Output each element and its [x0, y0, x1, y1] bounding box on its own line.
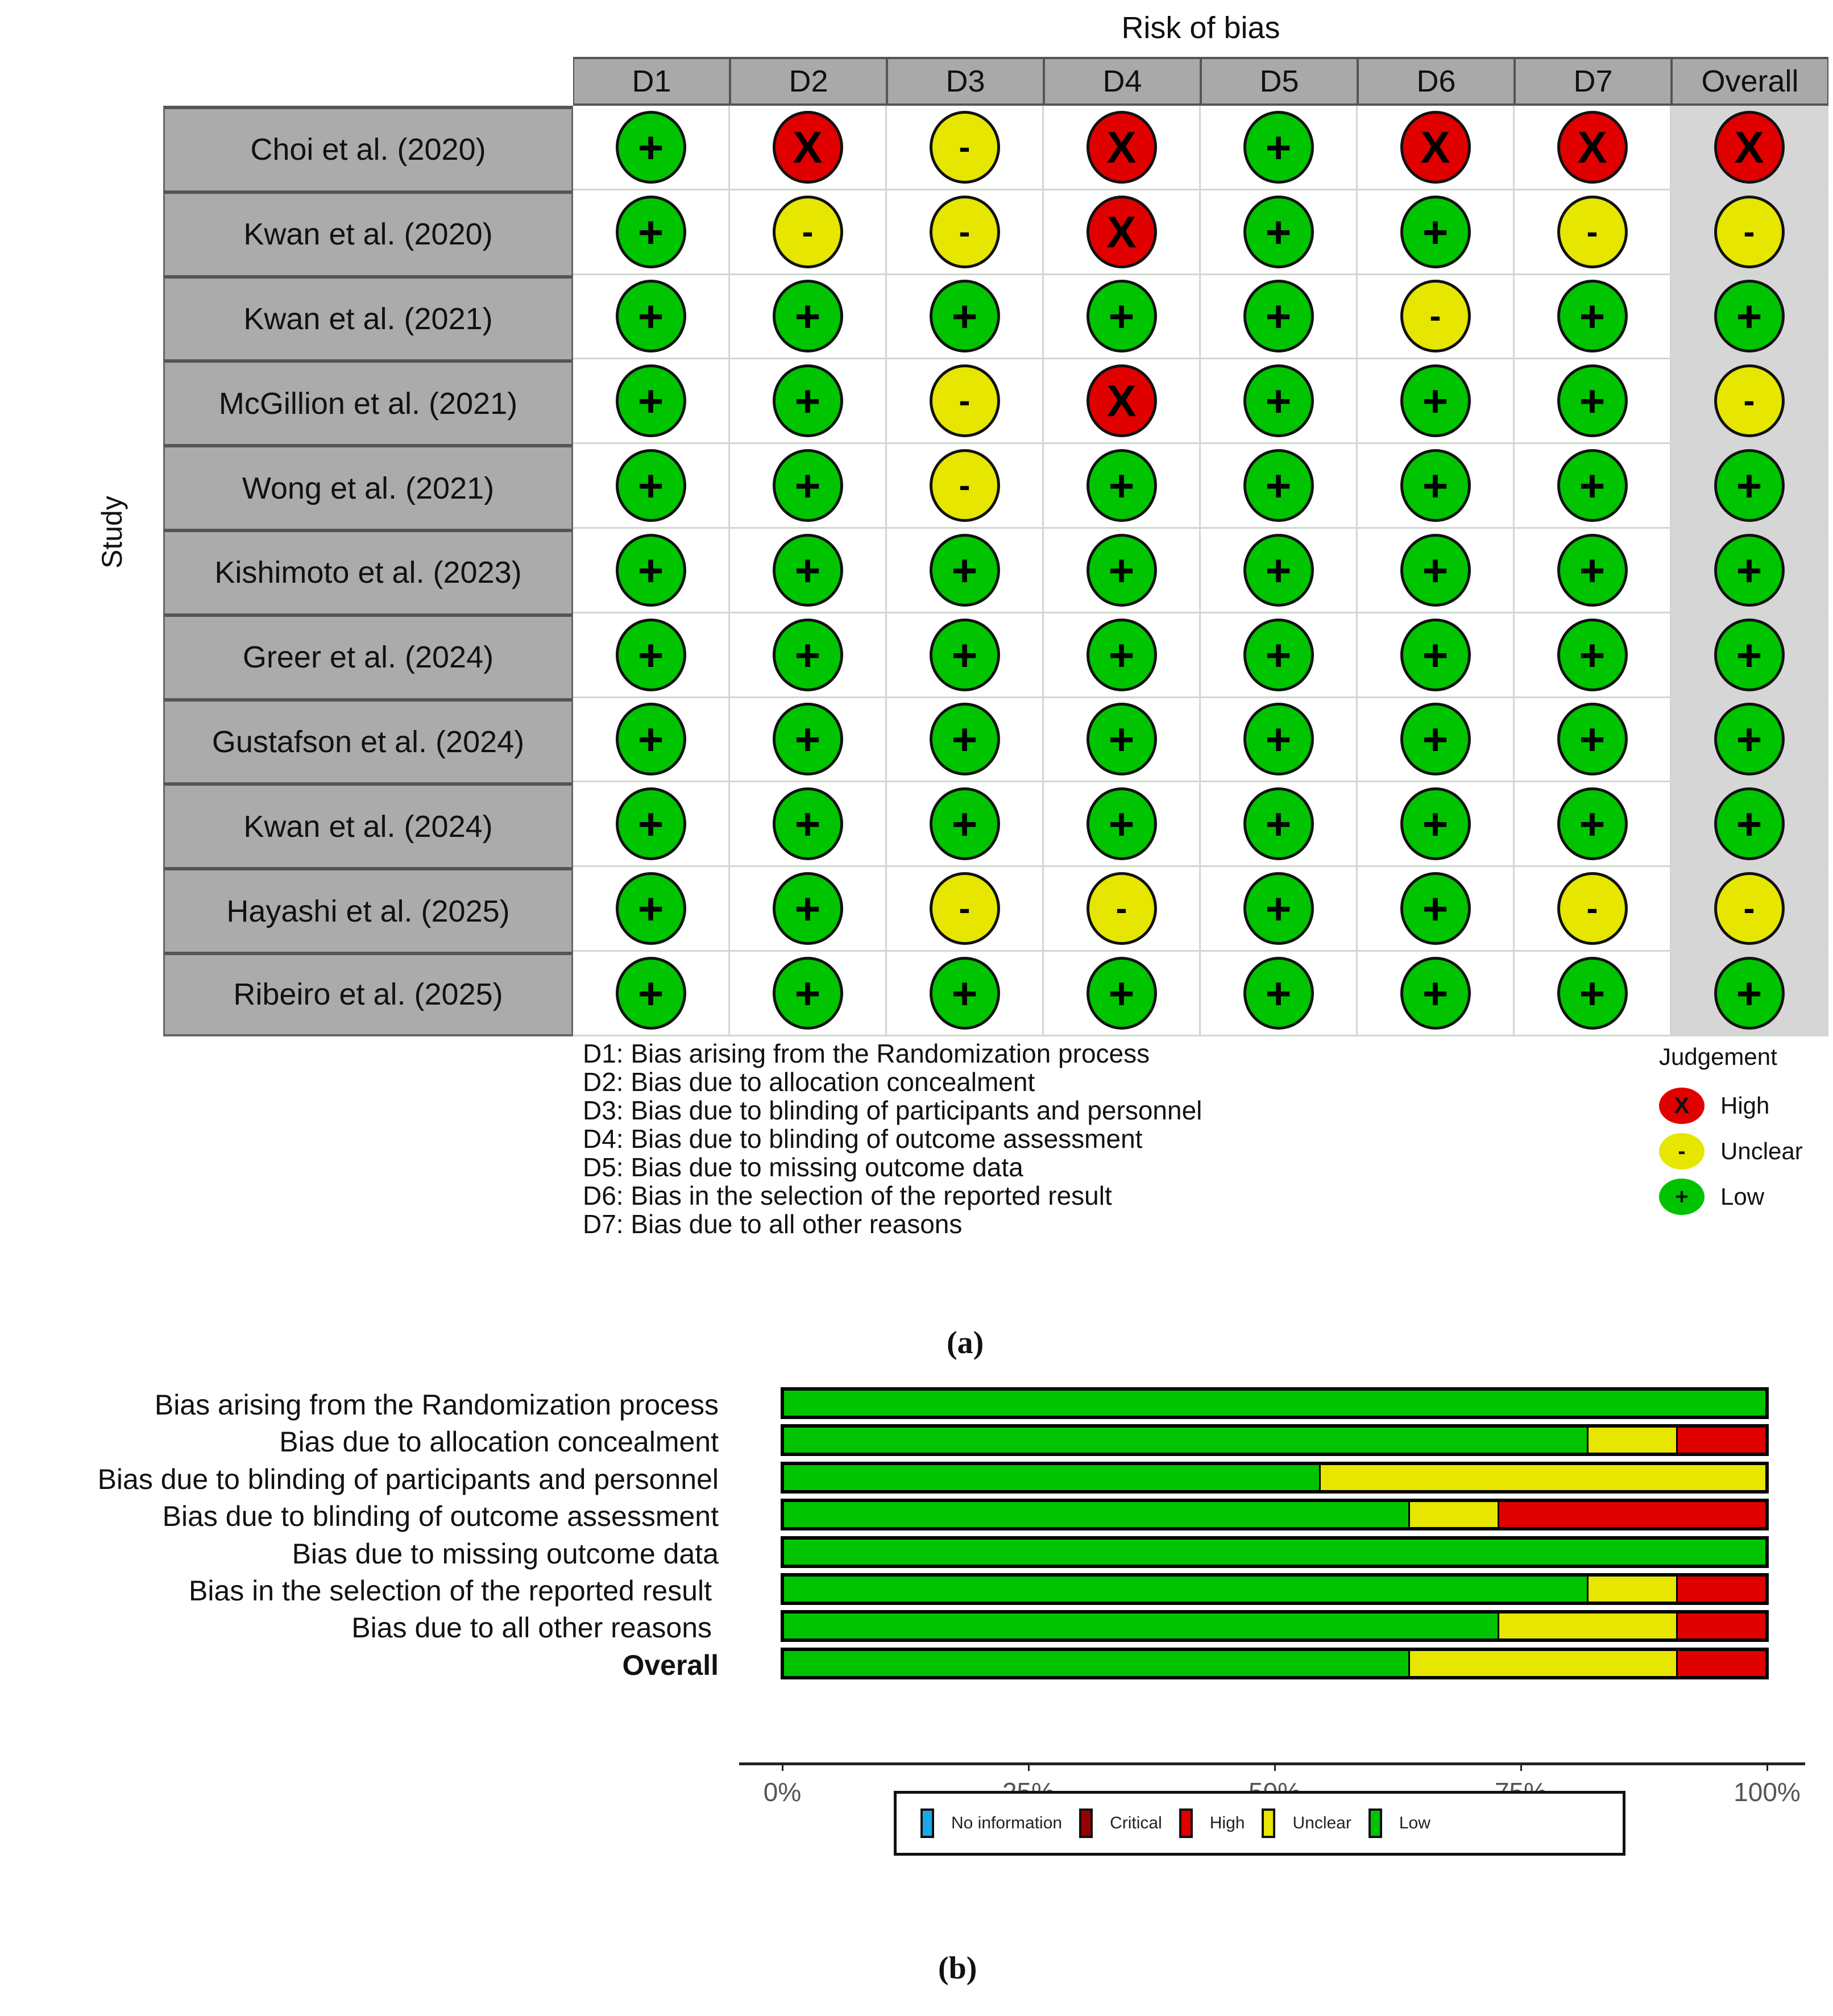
judgement-cell	[1044, 952, 1201, 1036]
judgement-legend-title: Judgement	[1659, 1043, 1777, 1070]
study-row	[573, 782, 1828, 867]
bar-segment-high	[1676, 1577, 1765, 1602]
judgement-cell	[730, 698, 887, 783]
judgement-cell	[573, 952, 730, 1036]
plus-icon: +	[616, 957, 686, 1030]
judgement-cell	[1672, 444, 1828, 529]
judgement-cell	[1201, 782, 1358, 867]
plus-icon: +	[1714, 787, 1785, 860]
study-row	[573, 275, 1828, 360]
judgement-cell	[573, 106, 730, 190]
plus-icon: +	[930, 957, 1000, 1030]
bar-segment-high	[1676, 1428, 1765, 1453]
x-tick-label: 0%	[763, 1777, 802, 1807]
judgement-cell	[1044, 359, 1201, 444]
plus-icon: +	[1714, 957, 1785, 1030]
judgement-cell	[1515, 190, 1672, 275]
plus-icon: +	[1400, 872, 1471, 945]
judgement-cell	[1201, 359, 1358, 444]
plus-icon: +	[1400, 534, 1471, 607]
judgement-cell	[1358, 106, 1515, 190]
minus-icon: -	[1714, 196, 1785, 268]
x-icon: X	[1086, 111, 1157, 184]
judgement-cell	[730, 952, 887, 1036]
plus-icon: +	[1557, 619, 1628, 691]
judgement-cell	[1672, 275, 1828, 360]
plus-icon: +	[773, 957, 843, 1030]
bar-category-label: Bias due to all other reasons	[351, 1612, 712, 1644]
minus-icon: -	[773, 196, 843, 268]
plus-icon: +	[1243, 111, 1314, 184]
bar-segment-unclear	[1408, 1651, 1676, 1676]
plus-icon: +	[1659, 1179, 1705, 1215]
bar-category-label: Bias due to blinding of outcome assessment	[162, 1500, 719, 1533]
study-row	[573, 444, 1828, 529]
plus-icon: +	[1086, 280, 1157, 352]
plus-icon: +	[616, 619, 686, 691]
judgement-cell	[1044, 698, 1201, 783]
bar-segment-high	[1498, 1502, 1765, 1527]
study-label: Gustafson et al. (2024)	[163, 698, 573, 783]
judgement-cell	[1201, 867, 1358, 952]
bar-segment-unclear	[1408, 1502, 1498, 1527]
minus-icon: -	[930, 111, 1000, 184]
judgement-legend-item-unclear	[1659, 1129, 1803, 1174]
plus-icon: +	[930, 703, 1000, 775]
column-header-d3: D3	[887, 57, 1044, 106]
plus-icon: +	[1086, 619, 1157, 691]
plus-icon: +	[1243, 957, 1314, 1030]
bar-segment-high	[1676, 1651, 1765, 1676]
bar-segment-unclear	[1319, 1465, 1765, 1490]
judgement-cell	[1515, 359, 1672, 444]
judgement-cell	[1515, 867, 1672, 952]
plus-icon: +	[773, 619, 843, 691]
stacked-bar	[781, 1499, 1769, 1530]
bar-segment-low	[784, 1651, 1408, 1676]
stacked-bar	[781, 1536, 1769, 1568]
x-icon: X	[1714, 111, 1785, 184]
judgement-cell	[730, 529, 887, 613]
judgement-cell	[573, 698, 730, 783]
judgement-cell	[730, 613, 887, 698]
judgement-cell	[1672, 952, 1828, 1036]
judgement-cell	[1515, 106, 1672, 190]
judgement-legend-label: Unclear	[1720, 1138, 1803, 1164]
judgement-cell	[1672, 698, 1828, 783]
judgement-cell	[1201, 444, 1358, 529]
study-row	[573, 952, 1828, 1036]
judgement-cell	[1515, 782, 1672, 867]
plus-icon: +	[1400, 196, 1471, 268]
plus-icon: +	[930, 534, 1000, 607]
bar-segment-low	[784, 1391, 1765, 1416]
study-label: Ribeiro et al. (2025)	[163, 952, 573, 1036]
judgement-cell	[1044, 529, 1201, 613]
bar-segment-low	[784, 1465, 1319, 1490]
judgement-cell	[1515, 275, 1672, 360]
domain-legend-item: D2: Bias due to allocation concealment	[583, 1067, 1035, 1097]
x-axis-line	[739, 1762, 1805, 1765]
judgement-cell	[1515, 444, 1672, 529]
bar-segment-low	[784, 1540, 1765, 1565]
plus-icon: +	[1400, 957, 1471, 1030]
judgement-cell	[887, 275, 1044, 360]
bar-segment-low	[784, 1613, 1498, 1638]
judgement-cell	[1672, 529, 1828, 613]
plus-icon: +	[616, 703, 686, 775]
judgement-cell	[1358, 613, 1515, 698]
plus-icon: +	[1557, 364, 1628, 437]
legend-label: Unclear	[1292, 1814, 1351, 1832]
plus-icon: +	[773, 787, 843, 860]
judgement-cell	[887, 529, 1044, 613]
judgement-cell	[1201, 106, 1358, 190]
plot-title: Risk of bias	[1121, 11, 1280, 45]
legend-item-high	[1179, 1808, 1245, 1838]
minus-icon: -	[930, 196, 1000, 268]
bar-segment-high	[1676, 1613, 1765, 1638]
minus-icon: -	[1086, 872, 1157, 945]
study-row	[573, 613, 1828, 698]
plus-icon: +	[1243, 364, 1314, 437]
judgement-cell	[1044, 275, 1201, 360]
judgement-cell	[573, 359, 730, 444]
x-tick	[1766, 1764, 1768, 1771]
bar-legend	[894, 1791, 1625, 1856]
minus-icon: -	[1659, 1133, 1705, 1169]
judgement-cell	[1358, 698, 1515, 783]
judgement-legend-item-low	[1659, 1174, 1803, 1219]
judgement-cell	[730, 275, 887, 360]
legend-swatch	[1179, 1808, 1193, 1838]
x-icon: X	[1659, 1088, 1705, 1124]
plus-icon: +	[1243, 196, 1314, 268]
plus-icon: +	[1243, 872, 1314, 945]
judgement-cell	[1672, 106, 1828, 190]
x-icon: X	[1086, 364, 1157, 437]
study-row	[573, 529, 1828, 613]
plus-icon: +	[616, 534, 686, 607]
domain-header-row	[573, 57, 1828, 106]
study-row	[573, 106, 1828, 190]
judgement-cell	[1044, 444, 1201, 529]
x-icon: X	[1557, 111, 1628, 184]
judgement-cell	[1515, 613, 1672, 698]
judgement-cell	[730, 782, 887, 867]
panel-label-a: (a)	[947, 1325, 984, 1360]
judgement-cell	[1672, 613, 1828, 698]
column-header-overall: Overall	[1672, 57, 1828, 106]
legend-item-critical	[1079, 1808, 1162, 1838]
plus-icon: +	[616, 787, 686, 860]
judgement-cell	[1201, 190, 1358, 275]
x-tick	[782, 1764, 783, 1771]
judgement-legend-label: Low	[1720, 1183, 1765, 1210]
plus-icon: +	[773, 449, 843, 522]
plus-icon: +	[1243, 280, 1314, 352]
judgement-cell	[1358, 782, 1515, 867]
judgement-cell	[887, 698, 1044, 783]
minus-icon: -	[1714, 364, 1785, 437]
judgement-cell	[1201, 275, 1358, 360]
domain-legend-item: D6: Bias in the selection of the reported result	[583, 1181, 1112, 1210]
plus-icon: +	[1400, 619, 1471, 691]
plus-icon: +	[1243, 619, 1314, 691]
judgement-cell	[887, 190, 1044, 275]
plus-icon: +	[616, 111, 686, 184]
study-column	[163, 106, 573, 1036]
plus-icon: +	[930, 619, 1000, 691]
domain-legend-item: D4: Bias due to blinding of outcome assessment	[583, 1124, 1143, 1154]
bar-segment-unclear	[1498, 1613, 1676, 1638]
judgement-cell	[1672, 359, 1828, 444]
plus-icon: +	[930, 280, 1000, 352]
column-header-d5: D5	[1201, 57, 1358, 106]
panel-label-b: (b)	[938, 1951, 977, 1986]
judgement-cell	[730, 867, 887, 952]
domain-legend-item: D1: Bias arising from the Randomization process	[583, 1039, 1150, 1068]
study-label: Greer et al. (2024)	[163, 613, 573, 698]
plus-icon: +	[773, 364, 843, 437]
legend-label: Critical	[1110, 1814, 1162, 1832]
plus-icon: +	[1557, 449, 1628, 522]
judgement-cell	[573, 867, 730, 952]
legend-swatch	[1079, 1808, 1093, 1838]
bar-category-label: Overall	[622, 1649, 719, 1681]
plus-icon: +	[616, 872, 686, 945]
judgement-legend-label: High	[1720, 1092, 1770, 1119]
x-tick-label: 100%	[1734, 1777, 1801, 1807]
plus-icon: +	[1400, 449, 1471, 522]
judgement-cell	[1044, 867, 1201, 952]
column-header-d6: D6	[1358, 57, 1515, 106]
judgement-cell	[1358, 867, 1515, 952]
plus-icon: +	[930, 787, 1000, 860]
judgement-cell	[730, 359, 887, 444]
bar-category-label: Bias in the selection of the reported result	[189, 1575, 712, 1607]
judgement-cell	[1044, 106, 1201, 190]
plus-icon: +	[616, 196, 686, 268]
judgement-cell	[1201, 698, 1358, 783]
judgement-cell	[1672, 867, 1828, 952]
judgement-cell	[887, 782, 1044, 867]
plus-icon: +	[773, 280, 843, 352]
column-header-d4: D4	[1044, 57, 1201, 106]
domain-legend-item: D3: Bias due to blinding of participants and personnel	[583, 1096, 1202, 1125]
stacked-bar	[781, 1462, 1769, 1494]
stacked-bar	[781, 1610, 1769, 1642]
domain-legend	[583, 1039, 1202, 1238]
study-label: Hayashi et al. (2025)	[163, 867, 573, 952]
judgement-cell	[887, 106, 1044, 190]
judgement-cell	[730, 190, 887, 275]
study-row	[573, 359, 1828, 444]
judgement-cell	[1515, 698, 1672, 783]
legend-label: High	[1209, 1814, 1245, 1832]
study-label: Kishimoto et al. (2023)	[163, 529, 573, 613]
bar-category-label: Bias due to blinding of participants and personnel	[97, 1463, 719, 1495]
x-tick	[1520, 1764, 1522, 1771]
study-label: Kwan et al. (2021)	[163, 275, 573, 360]
legend-swatch	[1262, 1808, 1275, 1838]
domain-legend-item: D5: Bias due to missing outcome data	[583, 1152, 1023, 1182]
bar-segment-unclear	[1587, 1577, 1676, 1602]
study-row	[573, 698, 1828, 783]
study-axis-label: Study	[96, 496, 128, 569]
plus-icon: +	[1400, 703, 1471, 775]
stacked-bar	[781, 1573, 1769, 1605]
judgement-legend-item-high	[1659, 1083, 1803, 1129]
judgement-cell	[887, 867, 1044, 952]
plus-icon: +	[616, 280, 686, 352]
minus-icon: -	[1400, 280, 1471, 352]
judgement-cell	[573, 613, 730, 698]
judgement-cell	[1358, 444, 1515, 529]
study-label: Choi et al. (2020)	[163, 106, 573, 190]
plus-icon: +	[1557, 534, 1628, 607]
study-label: McGillion et al. (2021)	[163, 359, 573, 444]
legend-label: Low	[1399, 1814, 1430, 1832]
column-header-d7: D7	[1515, 57, 1672, 106]
judgement-cell	[730, 106, 887, 190]
x-tick	[1028, 1764, 1030, 1771]
bar-segment-low	[784, 1502, 1408, 1527]
study-label: Kwan et al. (2024)	[163, 782, 573, 867]
judgement-cell	[1201, 529, 1358, 613]
plus-icon: +	[1086, 534, 1157, 607]
plus-icon: +	[1243, 787, 1314, 860]
plus-icon: +	[1243, 703, 1314, 775]
column-header-d1: D1	[573, 57, 730, 106]
plus-icon: +	[616, 364, 686, 437]
judgement-cell	[1515, 952, 1672, 1036]
plus-icon: +	[1243, 534, 1314, 607]
judgement-cell	[573, 444, 730, 529]
bar-category-label: Bias due to allocation concealment	[279, 1426, 719, 1458]
study-label: Kwan et al. (2020)	[163, 190, 573, 275]
judgement-cell	[1358, 190, 1515, 275]
minus-icon: -	[1714, 872, 1785, 945]
plus-icon: +	[1557, 787, 1628, 860]
judgement-cell	[1358, 275, 1515, 360]
x-tick	[1274, 1764, 1276, 1771]
judgement-cell	[1201, 952, 1358, 1036]
study-row	[573, 190, 1828, 275]
judgement-cell	[1044, 782, 1201, 867]
minus-icon: -	[930, 872, 1000, 945]
plus-icon: +	[1714, 280, 1785, 352]
judgement-cell	[1672, 190, 1828, 275]
judgement-cell	[1672, 782, 1828, 867]
study-label: Wong et al. (2021)	[163, 444, 573, 529]
judgement-cell	[730, 444, 887, 529]
plus-icon: +	[1557, 957, 1628, 1030]
minus-icon: -	[1557, 196, 1628, 268]
judgement-cell	[1358, 529, 1515, 613]
legend-item-unclear	[1262, 1808, 1351, 1838]
study-row	[573, 867, 1828, 952]
judgement-cell	[1515, 529, 1672, 613]
bar-segment-unclear	[1587, 1428, 1676, 1453]
judgement-cell	[887, 444, 1044, 529]
stacked-bar	[781, 1424, 1769, 1456]
judgement-cell	[573, 190, 730, 275]
judgement-cell	[1358, 952, 1515, 1036]
plus-icon: +	[773, 872, 843, 945]
plus-icon: +	[1714, 534, 1785, 607]
stacked-bar	[781, 1387, 1769, 1419]
legend-item-low	[1368, 1808, 1430, 1838]
plus-icon: +	[1400, 364, 1471, 437]
judgement-cell	[573, 782, 730, 867]
judgement-cell	[1201, 613, 1358, 698]
bar-segment-low	[784, 1428, 1587, 1453]
plus-icon: +	[1086, 787, 1157, 860]
x-icon: X	[773, 111, 843, 184]
column-header-d2: D2	[730, 57, 887, 106]
legend-label: No information	[951, 1814, 1063, 1832]
judgement-cell	[887, 952, 1044, 1036]
x-icon: X	[1086, 196, 1157, 268]
plus-icon: +	[616, 449, 686, 522]
judgement-cell	[573, 275, 730, 360]
plus-icon: +	[1086, 703, 1157, 775]
plus-icon: +	[773, 703, 843, 775]
plus-icon: +	[1714, 449, 1785, 522]
bar-category-label: Bias due to missing outcome data	[292, 1537, 719, 1570]
judgement-cell	[887, 359, 1044, 444]
legend-swatch	[1368, 1808, 1382, 1838]
bar-segment-low	[784, 1577, 1587, 1602]
minus-icon: -	[930, 449, 1000, 522]
plus-icon: +	[1400, 787, 1471, 860]
stacked-bar	[781, 1648, 1769, 1679]
plus-icon: +	[1557, 280, 1628, 352]
plus-icon: +	[1086, 449, 1157, 522]
judgement-cell	[887, 613, 1044, 698]
minus-icon: -	[930, 364, 1000, 437]
bar-category-label: Bias arising from the Randomization process	[154, 1389, 719, 1421]
judgement-cell	[1044, 190, 1201, 275]
x-icon: X	[1400, 111, 1471, 184]
plus-icon: +	[1086, 957, 1157, 1030]
plus-icon: +	[1714, 619, 1785, 691]
domain-legend-item: D7: Bias due to all other reasons	[583, 1209, 963, 1239]
plus-icon: +	[1714, 703, 1785, 775]
judgement-rows	[573, 106, 1828, 1036]
plus-icon: +	[1243, 449, 1314, 522]
plus-icon: +	[773, 534, 843, 607]
judgement-cell	[1358, 359, 1515, 444]
plus-icon: +	[1557, 703, 1628, 775]
judgement-cell	[573, 529, 730, 613]
judgement-cell	[1044, 613, 1201, 698]
legend-swatch	[920, 1808, 934, 1838]
minus-icon: -	[1557, 872, 1628, 945]
judgement-legend	[1659, 1043, 1803, 1219]
legend-item-no-information	[920, 1808, 1062, 1838]
